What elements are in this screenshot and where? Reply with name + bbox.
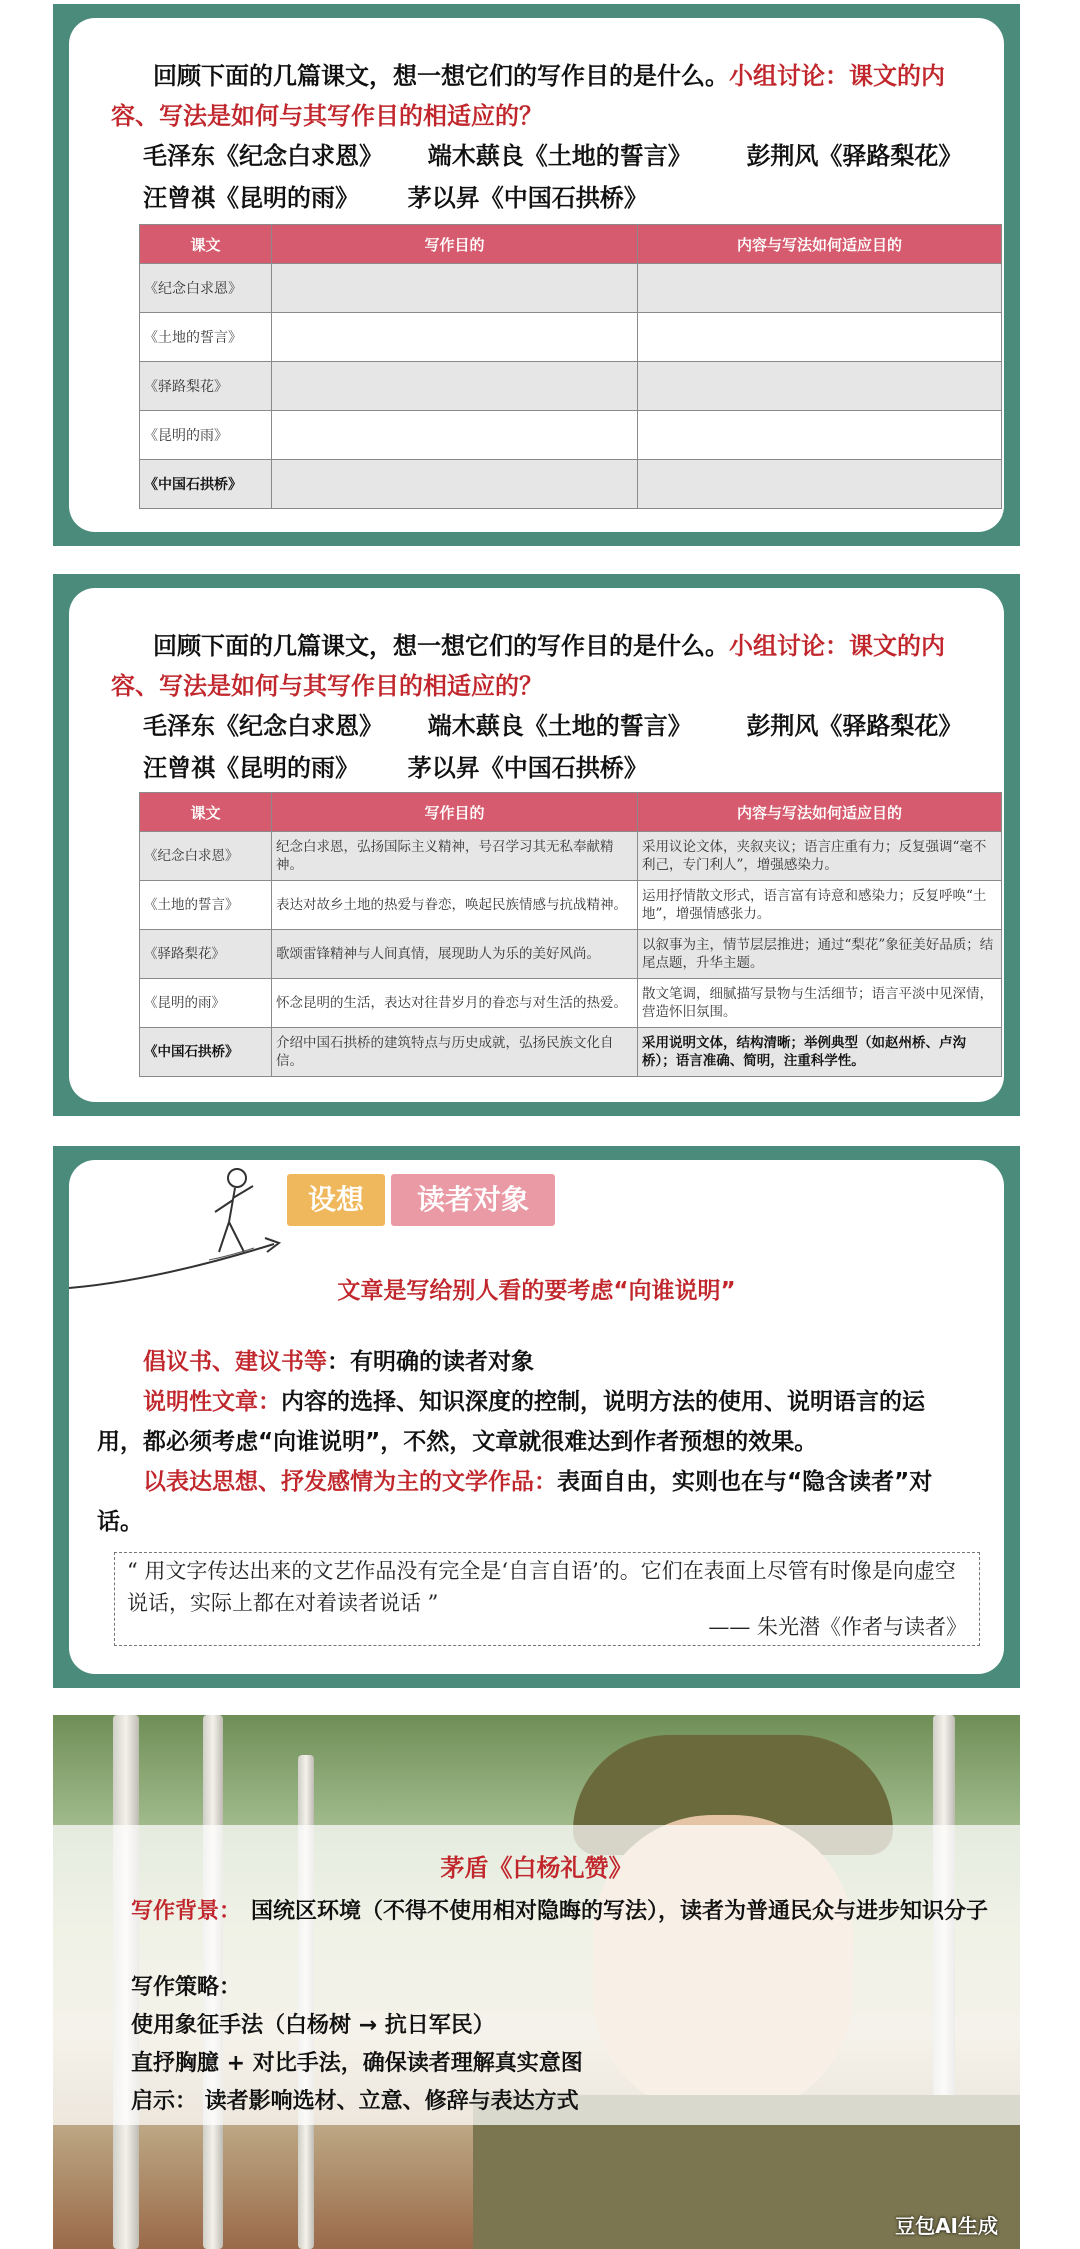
table-cell: 纪念白求恩，弘扬国际主义精神，号召学习其无私奉献精神。 (272, 832, 638, 881)
works-row-2 (143, 748, 648, 783)
slide-3-subtitle: 文章是写给别人看的要考虑“向谁说明” (337, 1278, 736, 1304)
slide-2-intro (111, 626, 974, 706)
intro-red-text: 小组讨论：课文的内容、写法是如何与其写作目的相适应的？ (111, 62, 945, 130)
table-cell: 表达对故乡土地的热爱与眷恋，唤起民族情感与抗战精神。 (272, 881, 638, 930)
background-para (93, 1895, 990, 1929)
table-cell: 散文笔调，细腻描写景物与生活细节；语言平淡中见深情，营造怀旧氛围。 (638, 979, 1002, 1028)
table-row (140, 411, 1002, 460)
table-row (140, 930, 1002, 979)
para-literary (97, 1462, 968, 1542)
table-header: 内容与写法如何适应目的 (638, 225, 1002, 264)
para-text: 表面自由，实则也在与“隐含读者”对话。 (97, 1469, 933, 1535)
work-item: 端木蕻良《土地的誓言》 (427, 711, 692, 740)
table-cell (638, 460, 1002, 509)
slide-2 (53, 574, 1020, 1116)
table-cell (272, 264, 638, 313)
strategy-line: 直抒胸臆 + 对比手法，确保读者理解真实意图 (131, 2051, 583, 2076)
table-row (140, 313, 1002, 362)
table-header: 写作目的 (272, 793, 638, 832)
para-text: 内容的选择、知识深度的控制，说明方法的使用、说明语言的运用，都必须考虑“向谁说明”，不然，文章就很难达到作者预想的效果。 (97, 1389, 925, 1455)
slide-2-card (69, 588, 1004, 1102)
quote-source: —— 朱光潜《作者与读者》 (708, 1615, 967, 1639)
table-row (140, 832, 1002, 881)
intro-text: 回顾下面的几篇课文，想一想它们的写作目的是什么。 (153, 632, 729, 660)
table-cell (638, 313, 1002, 362)
table-cell: 采用议论文体，夹叙夹议；语言庄重有力；反复强调“毫不利己，专门利人”，增强感染力。 (638, 832, 1002, 881)
tag-reader: 读者对象 (391, 1174, 555, 1226)
table-cell-title: 《驿路梨花》 (140, 930, 272, 979)
table-cell-title: 《土地的誓言》 (140, 881, 272, 930)
tag-shexiang: 设想 (287, 1174, 385, 1226)
table-cell (272, 460, 638, 509)
ai-watermark: 豆包AI生成 (895, 2214, 998, 2238)
work-item: 毛泽东《纪念白求恩》 (143, 141, 383, 170)
table-header: 内容与写法如何适应目的 (638, 793, 1002, 832)
table-cell-title: 《纪念白求恩》 (140, 832, 272, 881)
works-row-2 (143, 178, 648, 213)
table-cell: 采用说明文体，结构清晰；举例典型（如赵州桥、卢沟桥）；语言准确、简明，注重科学性。 (638, 1028, 1002, 1077)
table-header: 写作目的 (272, 225, 638, 264)
work-item: 彭荆风《驿路梨花》 (746, 141, 963, 170)
strategy-label: 写作策略： (131, 1975, 242, 2000)
intro-text: 回顾下面的几篇课文，想一想它们的写作目的是什么。 (153, 62, 729, 90)
para-label: 写作背景： (131, 1899, 242, 1924)
para-label: 倡议书、建议书等 (143, 1349, 327, 1375)
para-proposal (97, 1342, 968, 1382)
table-row (140, 1028, 1002, 1077)
slide-3 (53, 1146, 1020, 1688)
table-header: 课文 (140, 793, 272, 832)
table-cell-title: 《昆明的雨》 (140, 979, 272, 1028)
strategy-line: 启示： 读者影响选材、立意、修辞与表达方式 (131, 2089, 579, 2114)
slide-3-card (69, 1160, 1004, 1674)
table-cell: 运用抒情散文形式，语言富有诗意和感染力；反复呼唤“土地”，增强情感张力。 (638, 881, 1002, 930)
table-cell: 以叙事为主，情节层层推进；通过“梨花”象征美好品质；结尾点题，升华主题。 (638, 930, 1002, 979)
table-header-row (140, 793, 1002, 832)
works-row-1 (143, 136, 962, 171)
table-cell-title: 《中国石拱桥》 (140, 1028, 272, 1077)
table-row (140, 881, 1002, 930)
table-cell (638, 362, 1002, 411)
purpose-table-filled (139, 792, 1002, 1077)
para-label: 以表达思想、抒发感情为主的文学作品： (143, 1469, 557, 1495)
table-row (140, 362, 1002, 411)
work-item: 汪曾祺《昆明的雨》 (143, 183, 359, 212)
slide-1-card (69, 18, 1004, 532)
works-row-1 (143, 706, 962, 741)
table-cell-title: 《中国石拱桥》 (140, 460, 272, 509)
strategy-line: 使用象征手法（白杨树 → 抗日军民） (131, 2013, 495, 2038)
table-row (140, 264, 1002, 313)
slide-4 (53, 1715, 1020, 2249)
table-cell-title: 《驿路梨花》 (140, 362, 272, 411)
table-cell: 歌颂雷锋精神与人间真情，展现助人为乐的美好风尚。 (272, 930, 638, 979)
quote-box (114, 1552, 980, 1646)
table-row (140, 979, 1002, 1028)
para-text: 国统区环境（不得不使用相对隐晦的写法），读者为普通民众与进步知识分子 (251, 1899, 989, 1924)
purpose-table (139, 224, 1002, 509)
table-cell (272, 313, 638, 362)
table-cell-title: 《昆明的雨》 (140, 411, 272, 460)
table-header-row (140, 225, 1002, 264)
intro-red-text: 小组讨论：课文的内容、写法是如何与其写作目的相适应的？ (111, 632, 945, 700)
work-item: 彭荆风《驿路梨花》 (746, 711, 963, 740)
work-item: 茅以昇《中国石拱桥》 (407, 753, 648, 782)
table-cell: 介绍中国石拱桥的建筑特点与历史成就，弘扬民族文化自信。 (272, 1028, 638, 1077)
work-item: 茅以昇《中国石拱桥》 (407, 183, 648, 212)
table-cell-title: 《土地的誓言》 (140, 313, 272, 362)
slide-1-intro (111, 56, 974, 136)
table-cell: 怀念昆明的生活，表达对往昔岁月的眷恋与对生活的热爱。 (272, 979, 638, 1028)
para-expository (97, 1382, 968, 1462)
work-item: 毛泽东《纪念白求恩》 (143, 711, 383, 740)
table-cell (272, 362, 638, 411)
slide-1 (53, 4, 1020, 546)
para-label: 说明性文章： (143, 1389, 281, 1415)
work-item: 汪曾祺《昆明的雨》 (143, 753, 359, 782)
para-text: ：有明确的读者对象 (327, 1349, 534, 1375)
table-cell (638, 264, 1002, 313)
table-cell (638, 411, 1002, 460)
work-item: 端木蕻良《土地的誓言》 (427, 141, 692, 170)
table-cell-title: 《纪念白求恩》 (140, 264, 272, 313)
quote-text: “ 用文字传达出来的文艺作品没有完全是‘自言自语’的。它们在表面上尽管有时像是向虚空说话，实际上都在对着读者说话 ” (127, 1559, 956, 1615)
table-cell (272, 411, 638, 460)
table-header: 课文 (140, 225, 272, 264)
table-row (140, 460, 1002, 509)
slide-4-title: 茅盾《白杨礼赞》 (440, 1854, 633, 1882)
